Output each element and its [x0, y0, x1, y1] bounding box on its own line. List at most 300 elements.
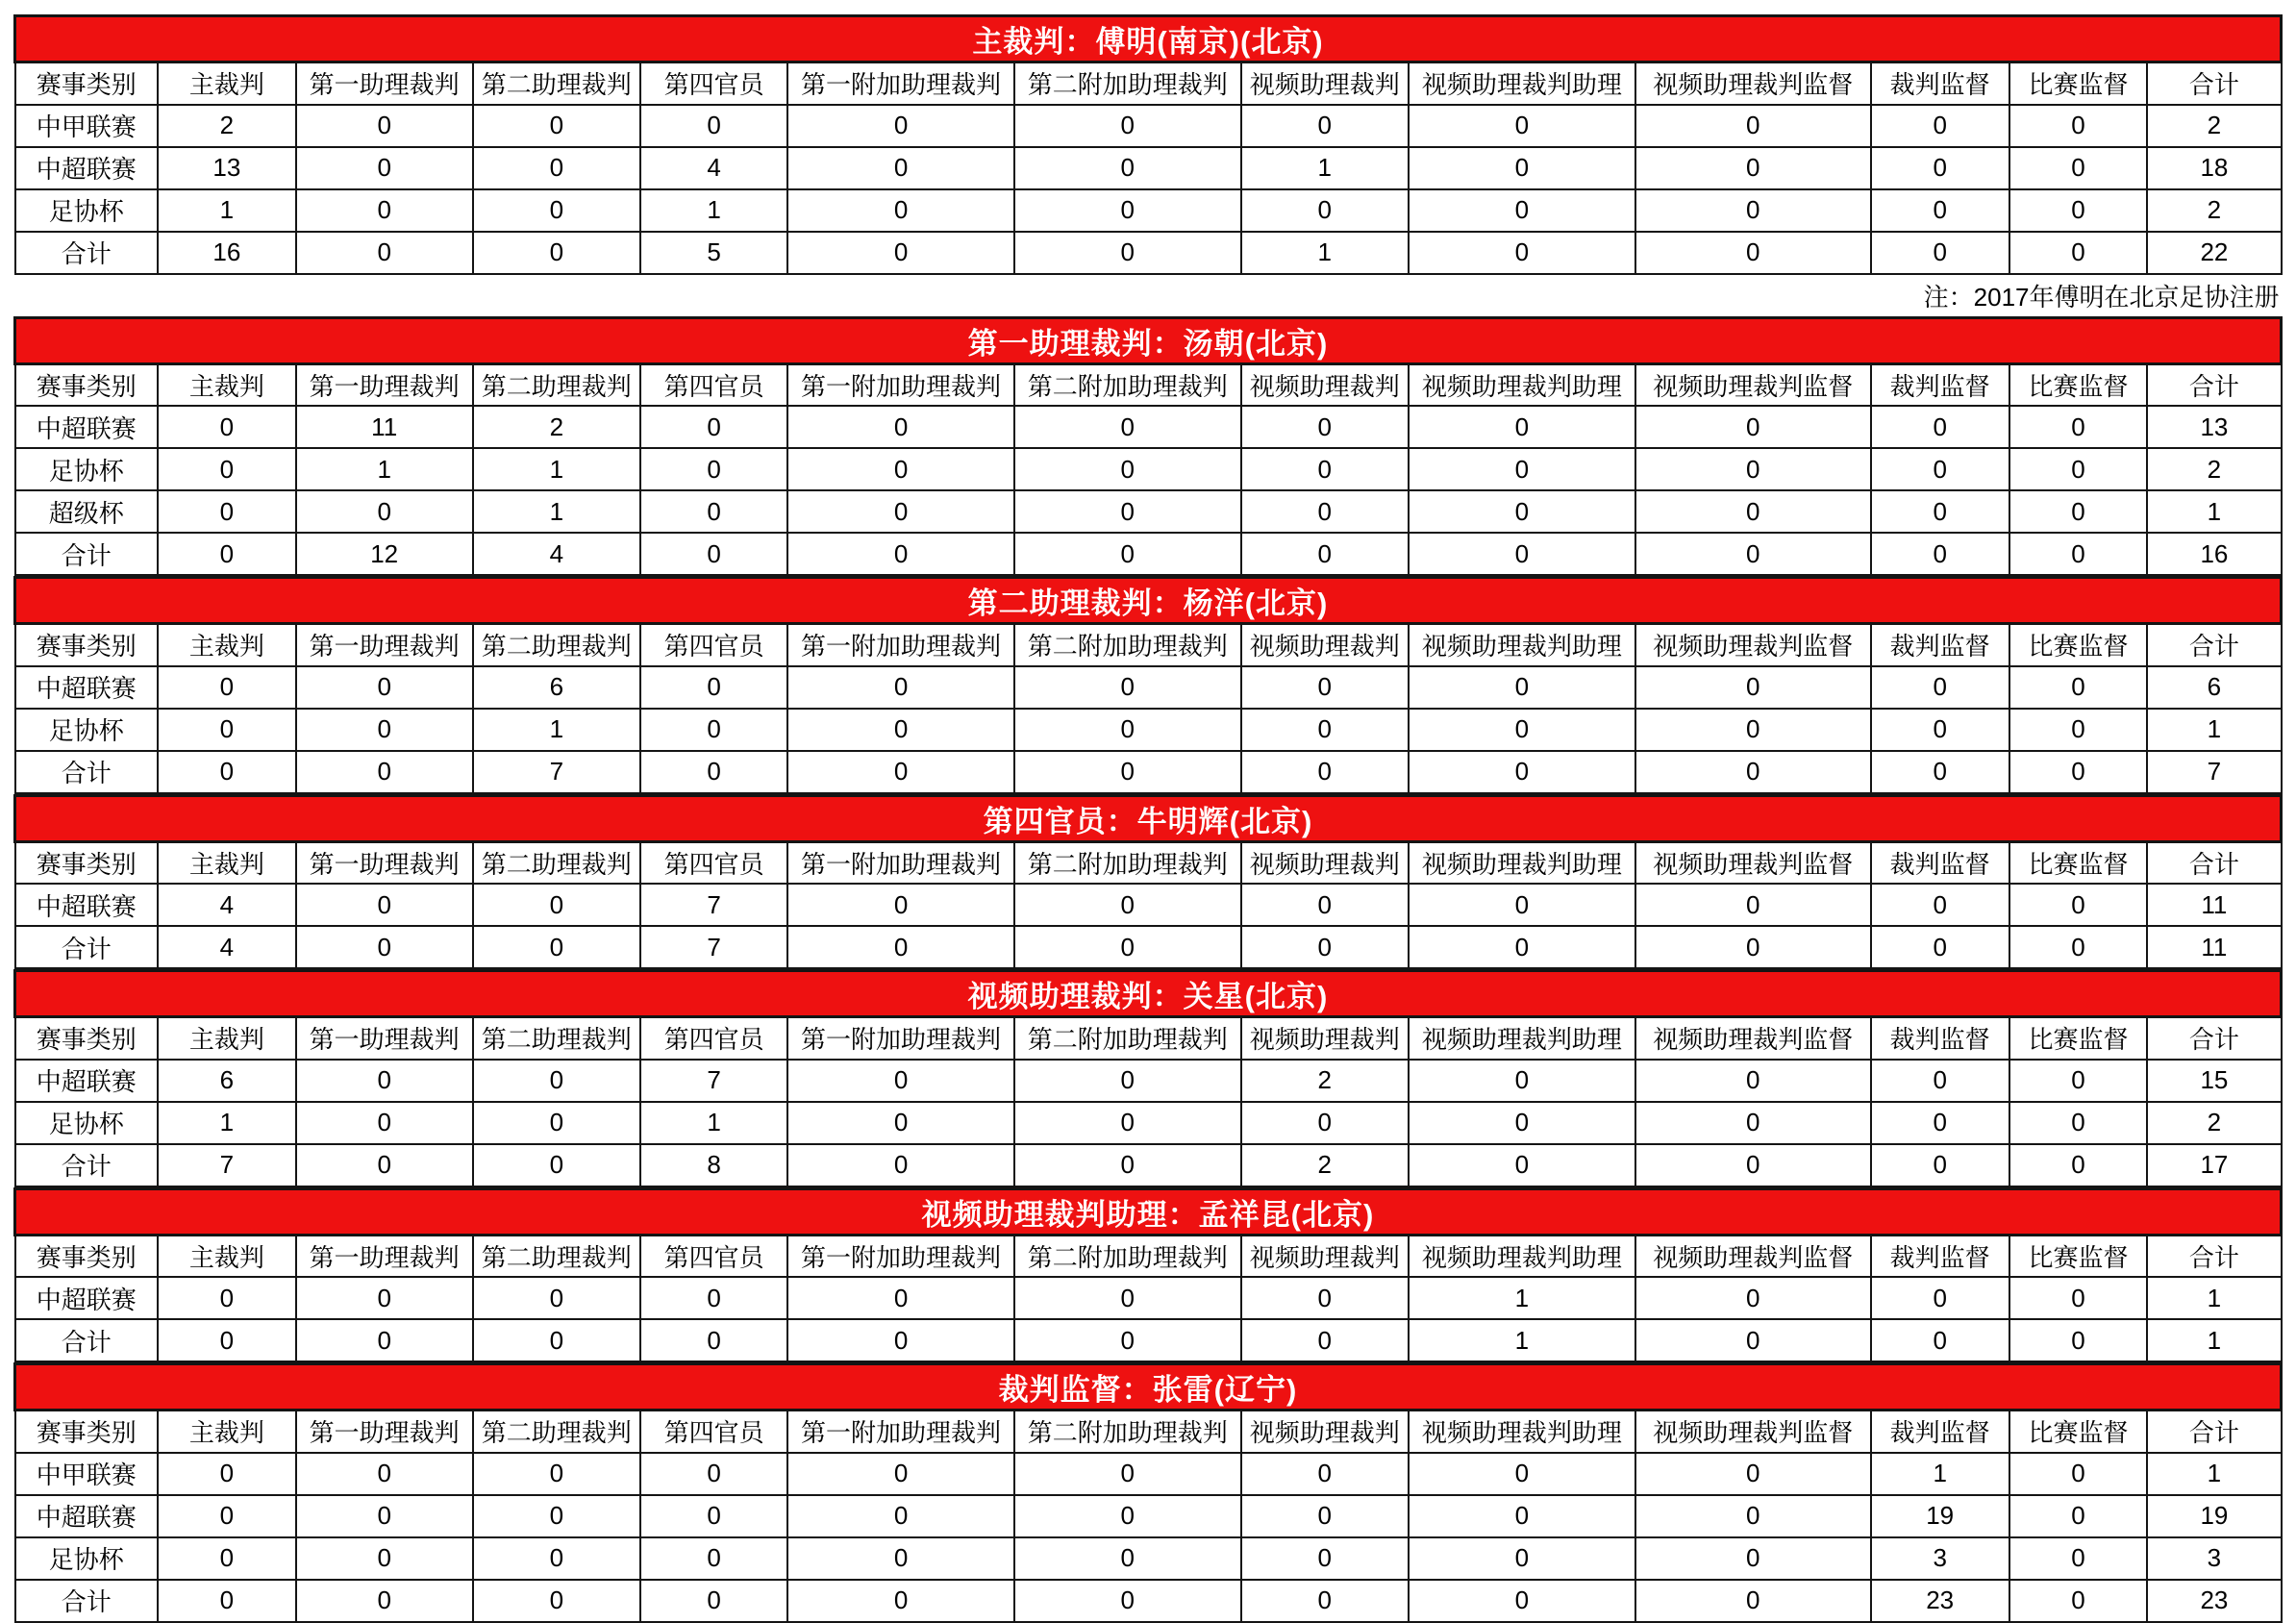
column-header: 第一助理裁判	[296, 841, 473, 884]
value-cell: 0	[2009, 189, 2148, 232]
value-cell: 0	[1409, 105, 1635, 147]
row-label: 足协杯	[15, 709, 158, 751]
column-header-row	[15, 1411, 2282, 1453]
column-header: 第二附加助理裁判	[1014, 62, 1241, 105]
value-cell: 0	[1241, 666, 1409, 709]
value-cell: 0	[1409, 926, 1635, 968]
column-header: 比赛监督	[2009, 363, 2148, 406]
value-cell: 0	[1635, 884, 1871, 926]
column-header: 合计	[2147, 363, 2281, 406]
value-cell: 0	[1871, 1060, 2009, 1102]
value-cell: 1	[1241, 147, 1409, 189]
value-cell: 0	[640, 448, 787, 490]
value-cell: 0	[1241, 189, 1409, 232]
column-header-row	[15, 1235, 2282, 1277]
table-row	[15, 884, 2282, 926]
column-header: 合计	[2147, 62, 2281, 105]
value-cell: 0	[1014, 448, 1241, 490]
value-cell: 4	[473, 533, 640, 575]
column-header: 视频助理裁判	[1241, 841, 1409, 884]
column-header: 合计	[2147, 1411, 2281, 1453]
value-cell: 0	[1409, 666, 1635, 709]
column-header: 比赛监督	[2009, 62, 2148, 105]
value-cell: 0	[1635, 926, 1871, 968]
column-header: 第一助理裁判	[296, 1235, 473, 1277]
value-cell: 0	[1014, 1495, 1241, 1537]
value-cell: 0	[787, 1102, 1014, 1144]
value-cell: 2	[1241, 1060, 1409, 1102]
value-cell: 0	[2009, 1060, 2148, 1102]
value-cell: 0	[1014, 709, 1241, 751]
column-header: 主裁判	[158, 624, 296, 666]
column-header: 第四官员	[640, 841, 787, 884]
value-cell: 0	[1409, 1537, 1635, 1580]
value-cell: 0	[1014, 666, 1241, 709]
value-cell: 0	[296, 490, 473, 533]
column-header: 比赛监督	[2009, 1235, 2148, 1277]
column-header: 赛事类别	[15, 363, 158, 406]
value-cell: 0	[1241, 1277, 1409, 1319]
value-cell: 0	[1871, 232, 2009, 274]
value-cell: 18	[2147, 147, 2281, 189]
column-header-row	[15, 624, 2282, 666]
value-cell: 2	[2147, 105, 2281, 147]
value-cell: 0	[640, 533, 787, 575]
value-cell: 1	[158, 1102, 296, 1144]
value-cell: 0	[473, 147, 640, 189]
value-cell: 0	[1241, 926, 1409, 968]
value-cell: 0	[2009, 926, 2148, 968]
value-cell: 0	[1871, 1144, 2009, 1186]
value-cell: 0	[158, 666, 296, 709]
column-header: 第一附加助理裁判	[787, 841, 1014, 884]
column-header: 第二附加助理裁判	[1014, 1235, 1241, 1277]
value-cell: 0	[296, 189, 473, 232]
column-header: 视频助理裁判监督	[1635, 624, 1871, 666]
column-header: 第一附加助理裁判	[787, 1411, 1014, 1453]
value-cell: 0	[1635, 1495, 1871, 1537]
value-cell: 1	[158, 189, 296, 232]
value-cell: 0	[2009, 709, 2148, 751]
column-header: 第一附加助理裁判	[787, 1017, 1014, 1060]
value-cell: 0	[640, 1453, 787, 1495]
value-cell: 1	[296, 448, 473, 490]
row-label: 合计	[15, 751, 158, 793]
column-header: 第二附加助理裁判	[1014, 841, 1241, 884]
value-cell: 0	[473, 1319, 640, 1361]
value-cell: 6	[473, 666, 640, 709]
value-cell: 0	[158, 709, 296, 751]
value-cell: 23	[2147, 1580, 2281, 1622]
column-header: 视频助理裁判	[1241, 363, 1409, 406]
column-header: 视频助理裁判监督	[1635, 1017, 1871, 1060]
value-cell: 0	[1014, 232, 1241, 274]
value-cell: 0	[1871, 406, 2009, 448]
table-row	[15, 1580, 2282, 1622]
column-header-row	[15, 62, 2282, 105]
value-cell: 1	[640, 189, 787, 232]
value-cell: 0	[296, 666, 473, 709]
value-cell: 13	[2147, 406, 2281, 448]
column-header: 第四官员	[640, 624, 787, 666]
referee-section-table	[13, 14, 2283, 316]
value-cell: 0	[787, 1144, 1014, 1186]
value-cell: 0	[2009, 490, 2148, 533]
value-cell: 0	[1241, 533, 1409, 575]
value-cell: 0	[1871, 105, 2009, 147]
table-row	[15, 232, 2282, 274]
value-cell: 0	[296, 1319, 473, 1361]
row-label: 足协杯	[15, 1537, 158, 1580]
value-cell: 0	[1635, 1277, 1871, 1319]
column-header: 第四官员	[640, 62, 787, 105]
value-cell: 0	[1409, 1580, 1635, 1622]
column-header: 合计	[2147, 1017, 2281, 1060]
value-cell: 0	[787, 666, 1014, 709]
column-header: 第一附加助理裁判	[787, 62, 1014, 105]
value-cell: 1	[1241, 232, 1409, 274]
value-cell: 0	[2009, 1537, 2148, 1580]
value-cell: 0	[787, 232, 1014, 274]
value-cell: 0	[2009, 751, 2148, 793]
column-header: 裁判监督	[1871, 1017, 2009, 1060]
table-row	[15, 1102, 2282, 1144]
section-banner-row	[15, 578, 2282, 624]
column-header: 主裁判	[158, 841, 296, 884]
column-header: 第二附加助理裁判	[1014, 1411, 1241, 1453]
value-cell: 0	[2009, 406, 2148, 448]
section-banner-row	[15, 1364, 2282, 1411]
value-cell: 1	[2147, 1453, 2281, 1495]
column-header: 第二助理裁判	[473, 841, 640, 884]
value-cell: 0	[1409, 1495, 1635, 1537]
value-cell: 0	[2009, 147, 2148, 189]
value-cell: 11	[2147, 926, 2281, 968]
value-cell: 7	[158, 1144, 296, 1186]
column-header: 第一助理裁判	[296, 624, 473, 666]
value-cell: 0	[787, 1319, 1014, 1361]
column-header: 第二助理裁判	[473, 363, 640, 406]
value-cell: 0	[1871, 189, 2009, 232]
value-cell: 0	[1409, 189, 1635, 232]
value-cell: 6	[2147, 666, 2281, 709]
value-cell: 0	[1871, 1277, 2009, 1319]
value-cell: 0	[787, 406, 1014, 448]
row-label: 合计	[15, 926, 158, 968]
column-header: 赛事类别	[15, 62, 158, 105]
value-cell: 0	[640, 1537, 787, 1580]
value-cell: 2	[1241, 1144, 1409, 1186]
column-header: 视频助理裁判监督	[1635, 1411, 1871, 1453]
value-cell: 0	[1014, 1277, 1241, 1319]
value-cell: 0	[1871, 1102, 2009, 1144]
value-cell: 0	[1409, 406, 1635, 448]
value-cell: 2	[2147, 189, 2281, 232]
column-header: 视频助理裁判	[1241, 62, 1409, 105]
value-cell: 0	[1871, 926, 2009, 968]
value-cell: 0	[473, 232, 640, 274]
value-cell: 0	[158, 1453, 296, 1495]
table-row	[15, 1277, 2282, 1319]
section-title-banner: 视频助理裁判：关星(北京)	[15, 971, 2282, 1017]
value-cell: 0	[1241, 448, 1409, 490]
value-cell: 1	[473, 709, 640, 751]
value-cell: 0	[1014, 406, 1241, 448]
section-title-banner: 视频助理裁判助理：孟祥昆(北京)	[15, 1188, 2282, 1235]
value-cell: 0	[1409, 232, 1635, 274]
row-label: 中甲联赛	[15, 1453, 158, 1495]
row-label: 中甲联赛	[15, 105, 158, 147]
value-cell: 0	[1241, 490, 1409, 533]
value-cell: 0	[1014, 147, 1241, 189]
value-cell: 15	[2147, 1060, 2281, 1102]
value-cell: 0	[1635, 105, 1871, 147]
value-cell: 13	[158, 147, 296, 189]
section-title-banner: 第一助理裁判：汤朝(北京)	[15, 317, 2282, 363]
value-cell: 0	[296, 232, 473, 274]
value-cell: 0	[787, 189, 1014, 232]
column-header: 赛事类别	[15, 1017, 158, 1060]
value-cell: 0	[1409, 1144, 1635, 1186]
value-cell: 0	[2009, 1495, 2148, 1537]
value-cell: 0	[1635, 448, 1871, 490]
value-cell: 0	[1409, 884, 1635, 926]
referee-section-table	[13, 1187, 2283, 1363]
column-header: 第二助理裁判	[473, 1235, 640, 1277]
row-label: 足协杯	[15, 448, 158, 490]
value-cell: 0	[787, 1453, 1014, 1495]
value-cell: 0	[1241, 709, 1409, 751]
value-cell: 0	[1409, 533, 1635, 575]
value-cell: 0	[640, 1495, 787, 1537]
value-cell: 0	[2009, 1277, 2148, 1319]
value-cell: 0	[473, 884, 640, 926]
section-banner-row	[15, 16, 2282, 62]
value-cell: 0	[1241, 1453, 1409, 1495]
table-row	[15, 490, 2282, 533]
report-body	[13, 14, 2283, 1623]
value-cell: 0	[787, 448, 1014, 490]
value-cell: 0	[1014, 1144, 1241, 1186]
column-header: 比赛监督	[2009, 624, 2148, 666]
value-cell: 0	[296, 1495, 473, 1537]
value-cell: 0	[2009, 232, 2148, 274]
value-cell: 0	[296, 105, 473, 147]
value-cell: 19	[1871, 1495, 2009, 1537]
value-cell: 0	[296, 926, 473, 968]
value-cell: 0	[473, 1495, 640, 1537]
value-cell: 0	[296, 1580, 473, 1622]
table-row	[15, 709, 2282, 751]
value-cell: 0	[1014, 884, 1241, 926]
table-row	[15, 105, 2282, 147]
column-header: 第四官员	[640, 1017, 787, 1060]
value-cell: 2	[2147, 448, 2281, 490]
column-header: 赛事类别	[15, 1235, 158, 1277]
referee-section-table	[13, 1362, 2283, 1623]
value-cell: 6	[158, 1060, 296, 1102]
section-banner-row	[15, 795, 2282, 841]
value-cell: 0	[1409, 490, 1635, 533]
table-row	[15, 751, 2282, 793]
column-header: 视频助理裁判监督	[1635, 841, 1871, 884]
column-header: 第一助理裁判	[296, 1017, 473, 1060]
value-cell: 0	[787, 1537, 1014, 1580]
column-header: 第二助理裁判	[473, 1411, 640, 1453]
value-cell: 11	[2147, 884, 2281, 926]
value-cell: 0	[1635, 709, 1871, 751]
value-cell: 0	[473, 1453, 640, 1495]
column-header: 视频助理裁判助理	[1409, 1017, 1635, 1060]
section-banner-row	[15, 1188, 2282, 1235]
value-cell: 0	[640, 1277, 787, 1319]
value-cell: 0	[296, 1060, 473, 1102]
value-cell: 0	[2009, 666, 2148, 709]
value-cell: 23	[1871, 1580, 2009, 1622]
row-label: 合计	[15, 1144, 158, 1186]
section-title-banner: 主裁判：傅明(南京)(北京)	[15, 16, 2282, 62]
row-label: 中超联赛	[15, 1277, 158, 1319]
registration-note: 注：2017年傅明在北京足协注册	[1923, 282, 2280, 312]
column-header: 裁判监督	[1871, 1235, 2009, 1277]
column-header: 主裁判	[158, 62, 296, 105]
column-header: 裁判监督	[1871, 624, 2009, 666]
value-cell: 0	[1871, 490, 2009, 533]
value-cell: 0	[158, 1537, 296, 1580]
row-label: 超级杯	[15, 490, 158, 533]
section-banner-row	[15, 971, 2282, 1017]
table-row	[15, 406, 2282, 448]
row-label: 合计	[15, 1319, 158, 1361]
value-cell: 0	[1014, 1060, 1241, 1102]
value-cell: 0	[640, 666, 787, 709]
value-cell: 1	[1409, 1319, 1635, 1361]
value-cell: 11	[296, 406, 473, 448]
value-cell: 0	[1409, 147, 1635, 189]
value-cell: 0	[2009, 1319, 2148, 1361]
value-cell: 0	[158, 1277, 296, 1319]
value-cell: 0	[1409, 1453, 1635, 1495]
value-cell: 0	[296, 1102, 473, 1144]
value-cell: 0	[473, 189, 640, 232]
value-cell: 0	[640, 105, 787, 147]
value-cell: 0	[1014, 490, 1241, 533]
value-cell: 12	[296, 533, 473, 575]
value-cell: 7	[2147, 751, 2281, 793]
row-label: 合计	[15, 232, 158, 274]
value-cell: 0	[2009, 533, 2148, 575]
column-header: 比赛监督	[2009, 841, 2148, 884]
column-header: 视频助理裁判	[1241, 1411, 1409, 1453]
value-cell: 0	[1871, 884, 2009, 926]
value-cell: 0	[1241, 1319, 1409, 1361]
row-label: 合计	[15, 533, 158, 575]
column-header: 视频助理裁判监督	[1635, 62, 1871, 105]
value-cell: 0	[1635, 406, 1871, 448]
value-cell: 1	[2147, 490, 2281, 533]
value-cell: 0	[640, 1319, 787, 1361]
column-header: 第二附加助理裁判	[1014, 363, 1241, 406]
value-cell: 0	[1635, 189, 1871, 232]
value-cell: 0	[1014, 1319, 1241, 1361]
column-header: 主裁判	[158, 1235, 296, 1277]
value-cell: 0	[296, 1453, 473, 1495]
value-cell: 0	[473, 1060, 640, 1102]
column-header: 裁判监督	[1871, 363, 2009, 406]
value-cell: 0	[1635, 1453, 1871, 1495]
value-cell: 2	[2147, 1102, 2281, 1144]
value-cell: 0	[787, 105, 1014, 147]
column-header: 主裁判	[158, 1017, 296, 1060]
value-cell: 0	[158, 406, 296, 448]
section-banner-row	[15, 317, 2282, 363]
value-cell: 1	[1871, 1453, 2009, 1495]
referee-section-table	[13, 316, 2283, 577]
column-header: 视频助理裁判	[1241, 624, 1409, 666]
column-header: 视频助理裁判助理	[1409, 62, 1635, 105]
column-header: 第一附加助理裁判	[787, 1235, 1014, 1277]
value-cell: 7	[640, 884, 787, 926]
value-cell: 0	[296, 1537, 473, 1580]
value-cell: 0	[1635, 1319, 1871, 1361]
value-cell: 0	[473, 1144, 640, 1186]
value-cell: 0	[158, 1319, 296, 1361]
value-cell: 0	[1871, 751, 2009, 793]
value-cell: 19	[2147, 1495, 2281, 1537]
table-row	[15, 1453, 2282, 1495]
column-header: 第一助理裁判	[296, 62, 473, 105]
value-cell: 0	[640, 751, 787, 793]
referee-section-table	[13, 794, 2283, 970]
value-cell: 0	[1635, 1060, 1871, 1102]
value-cell: 0	[1635, 147, 1871, 189]
value-cell: 1	[2147, 1319, 2281, 1361]
value-cell: 0	[1635, 1144, 1871, 1186]
value-cell: 0	[1014, 751, 1241, 793]
value-cell: 0	[1871, 147, 2009, 189]
row-label: 足协杯	[15, 189, 158, 232]
value-cell: 0	[2009, 1144, 2148, 1186]
value-cell: 0	[1635, 533, 1871, 575]
column-header-row	[15, 1017, 2282, 1060]
table-row	[15, 533, 2282, 575]
value-cell: 0	[787, 709, 1014, 751]
column-header: 第二附加助理裁判	[1014, 1017, 1241, 1060]
row-label: 中超联赛	[15, 147, 158, 189]
value-cell: 0	[1635, 1580, 1871, 1622]
value-cell: 8	[640, 1144, 787, 1186]
column-header-row	[15, 841, 2282, 884]
value-cell: 0	[296, 1144, 473, 1186]
row-label: 中超联赛	[15, 666, 158, 709]
value-cell: 0	[2009, 105, 2148, 147]
row-label: 中超联赛	[15, 1060, 158, 1102]
table-row	[15, 147, 2282, 189]
column-header: 比赛监督	[2009, 1017, 2148, 1060]
value-cell: 0	[787, 147, 1014, 189]
table-row	[15, 926, 2282, 968]
table-row	[15, 189, 2282, 232]
column-header: 第一助理裁判	[296, 1411, 473, 1453]
value-cell: 0	[787, 926, 1014, 968]
table-row	[15, 1060, 2282, 1102]
value-cell: 0	[2009, 448, 2148, 490]
value-cell: 0	[787, 490, 1014, 533]
value-cell: 0	[296, 709, 473, 751]
value-cell: 0	[1241, 1102, 1409, 1144]
value-cell: 0	[1241, 884, 1409, 926]
value-cell: 7	[640, 1060, 787, 1102]
